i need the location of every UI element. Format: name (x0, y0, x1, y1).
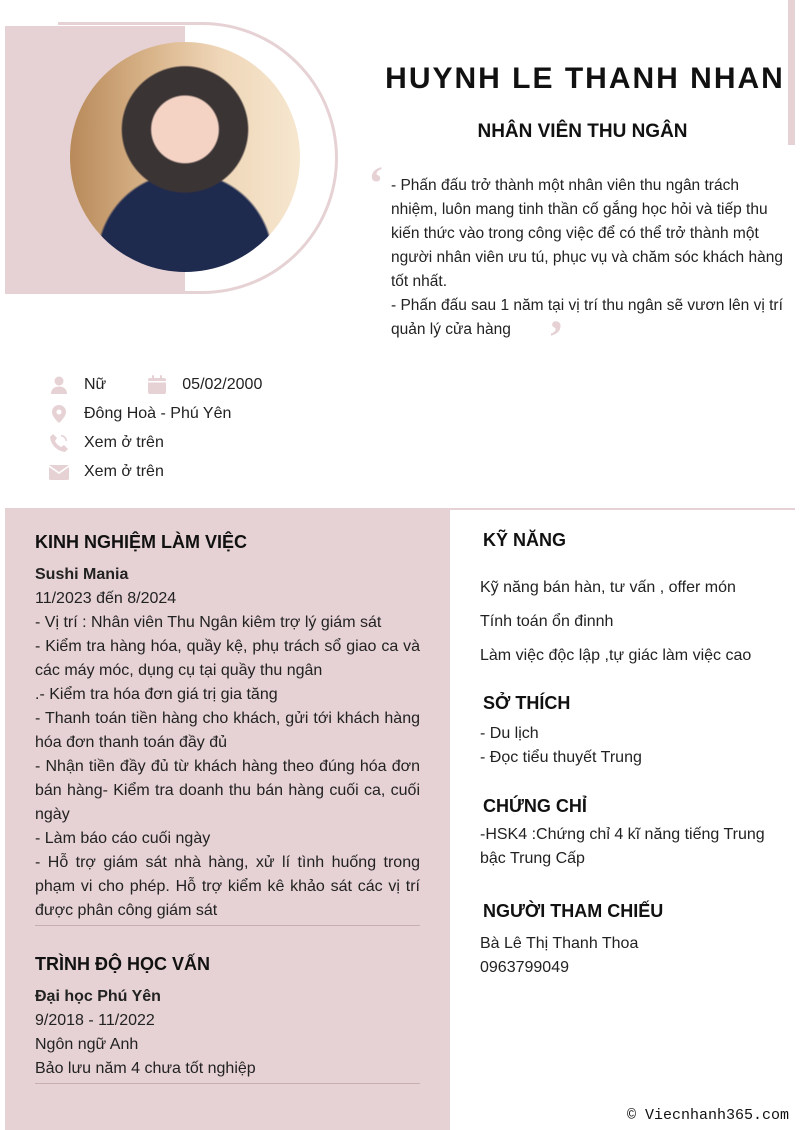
experience-line: - Hỗ trợ giám sát nhà hàng, xử lí tình huống trong phạm vi cho phép. Hỗ trợ kiểm kê khảo sát các vị trí được phân công giám sát (35, 854, 420, 919)
experience-title: KINH NGHIỆM LÀM VIỆC (35, 532, 248, 552)
objective-line: - Phấn đấu sau 1 năm tại vị trí thu ngân sẽ vươn lên vị trí quản lý cửa hàng (391, 297, 783, 338)
skill-item: Tính toán ổn đinnh (480, 613, 614, 630)
education-period: 9/2018 - 11/2022 (35, 1012, 155, 1029)
quote-open-icon: ‘ (368, 157, 384, 210)
contact-info (48, 370, 262, 486)
location-pin-icon (48, 403, 70, 425)
left-column (5, 508, 450, 1130)
calendar-icon (146, 374, 168, 396)
section-rule (35, 925, 420, 926)
right-column (480, 530, 780, 980)
contact-row-email (48, 457, 262, 486)
job-title: NHÂN VIÊN THU NGÂN (477, 121, 688, 142)
quote-close-icon: ’ (548, 311, 564, 364)
contact-row-address (48, 399, 262, 428)
experience-line: .- Kiểm tra hóa đơn giá trị gia tăng (35, 686, 278, 703)
experience-line: - Nhận tiền đầy đủ từ khách hàng theo đúng hóa đơn bán hàng- Kiểm tra doanh thu bán hàng cuối ca, cuối ngày (35, 758, 420, 823)
hobby-item: - Du lịch (480, 725, 539, 742)
skill-item: Làm việc độc lập ,tự giác làm việc cao (480, 647, 752, 664)
experience-line: - Thanh toán tiền hàng cho khách, gửi tới khách hàng hóa đơn thanh toán đầy đủ (35, 710, 420, 751)
section-divider (450, 508, 795, 510)
reference-phone: 0963799049 (480, 959, 569, 976)
hobbies-section (480, 693, 780, 770)
skills-section (480, 530, 780, 673)
certificates-title: CHỨNG CHỈ (483, 796, 587, 816)
envelope-icon (48, 461, 70, 483)
school-name: Đại học Phú Yên (35, 988, 161, 1005)
experience-line: - Làm báo cáo cuối ngày (35, 830, 211, 847)
experience-line: - Kiểm tra hàng hóa, quầy kệ, phụ trách sổ giao ca và các máy móc, dụng cụ tại quầy thu ngân (35, 638, 420, 679)
education-note: Bảo lưu năm 4 chưa tốt nghiệp (35, 1060, 256, 1077)
gender-value: Nữ (84, 375, 107, 393)
career-objective (391, 174, 786, 342)
phone-value: Xem ở trên (84, 433, 164, 451)
section-rule (35, 1083, 420, 1084)
reference-name: Bà Lê Thị Thanh Thoa (480, 935, 639, 952)
education-section (35, 954, 420, 1084)
user-icon (48, 374, 70, 396)
education-major: Ngôn ngữ Anh (35, 1036, 139, 1053)
company-name: Sushi Mania (35, 566, 129, 583)
certificates-section (480, 796, 780, 871)
references-section (480, 901, 780, 980)
skills-title: KỸ NĂNG (483, 530, 567, 550)
experience-section (35, 532, 420, 926)
contact-row-personal (48, 370, 262, 399)
birthday-value: 05/02/2000 (182, 375, 263, 393)
objective-line: - Phấn đấu trở thành một nhân viên thu ngân trách nhiệm, luôn mang tinh thần cố gắng học hỏi và tiếp thu kiến thức vào trong công việc để có thể trở thành một người nhân viên ưu tú, phục vụ và chăm sóc khách hàng tốt nhất. (391, 177, 783, 290)
address-value: Đông Hoà - Phú Yên (84, 404, 232, 422)
education-title: TRÌNH ĐỘ HỌC VẤN (35, 954, 210, 974)
skill-item: Kỹ năng bán hàn, tư vấn , offer món (480, 579, 736, 596)
email-value: Xem ở trên (84, 462, 164, 480)
experience-period: 11/2023 đến 8/2024 (35, 590, 177, 607)
hobby-item: - Đọc tiểu thuyết Trung (480, 749, 642, 766)
profile-photo (70, 42, 300, 272)
candidate-name: HUYNH LE THANH NHAN (385, 62, 785, 95)
certificate-text: -HSK4 :Chứng chỉ 4 kĩ năng tiếng Trung bậc Trung Cấp (480, 826, 765, 867)
hobbies-title: SỞ THÍCH (483, 693, 571, 713)
copyright-footer: © Viecnhanh365.com (626, 1107, 789, 1124)
phone-icon (48, 432, 70, 454)
contact-row-phone (48, 428, 262, 457)
references-title: NGƯỜI THAM CHIẾU (483, 901, 664, 921)
experience-line: - Vị trí : Nhân viên Thu Ngân kiêm trợ lý giám sát (35, 614, 382, 631)
